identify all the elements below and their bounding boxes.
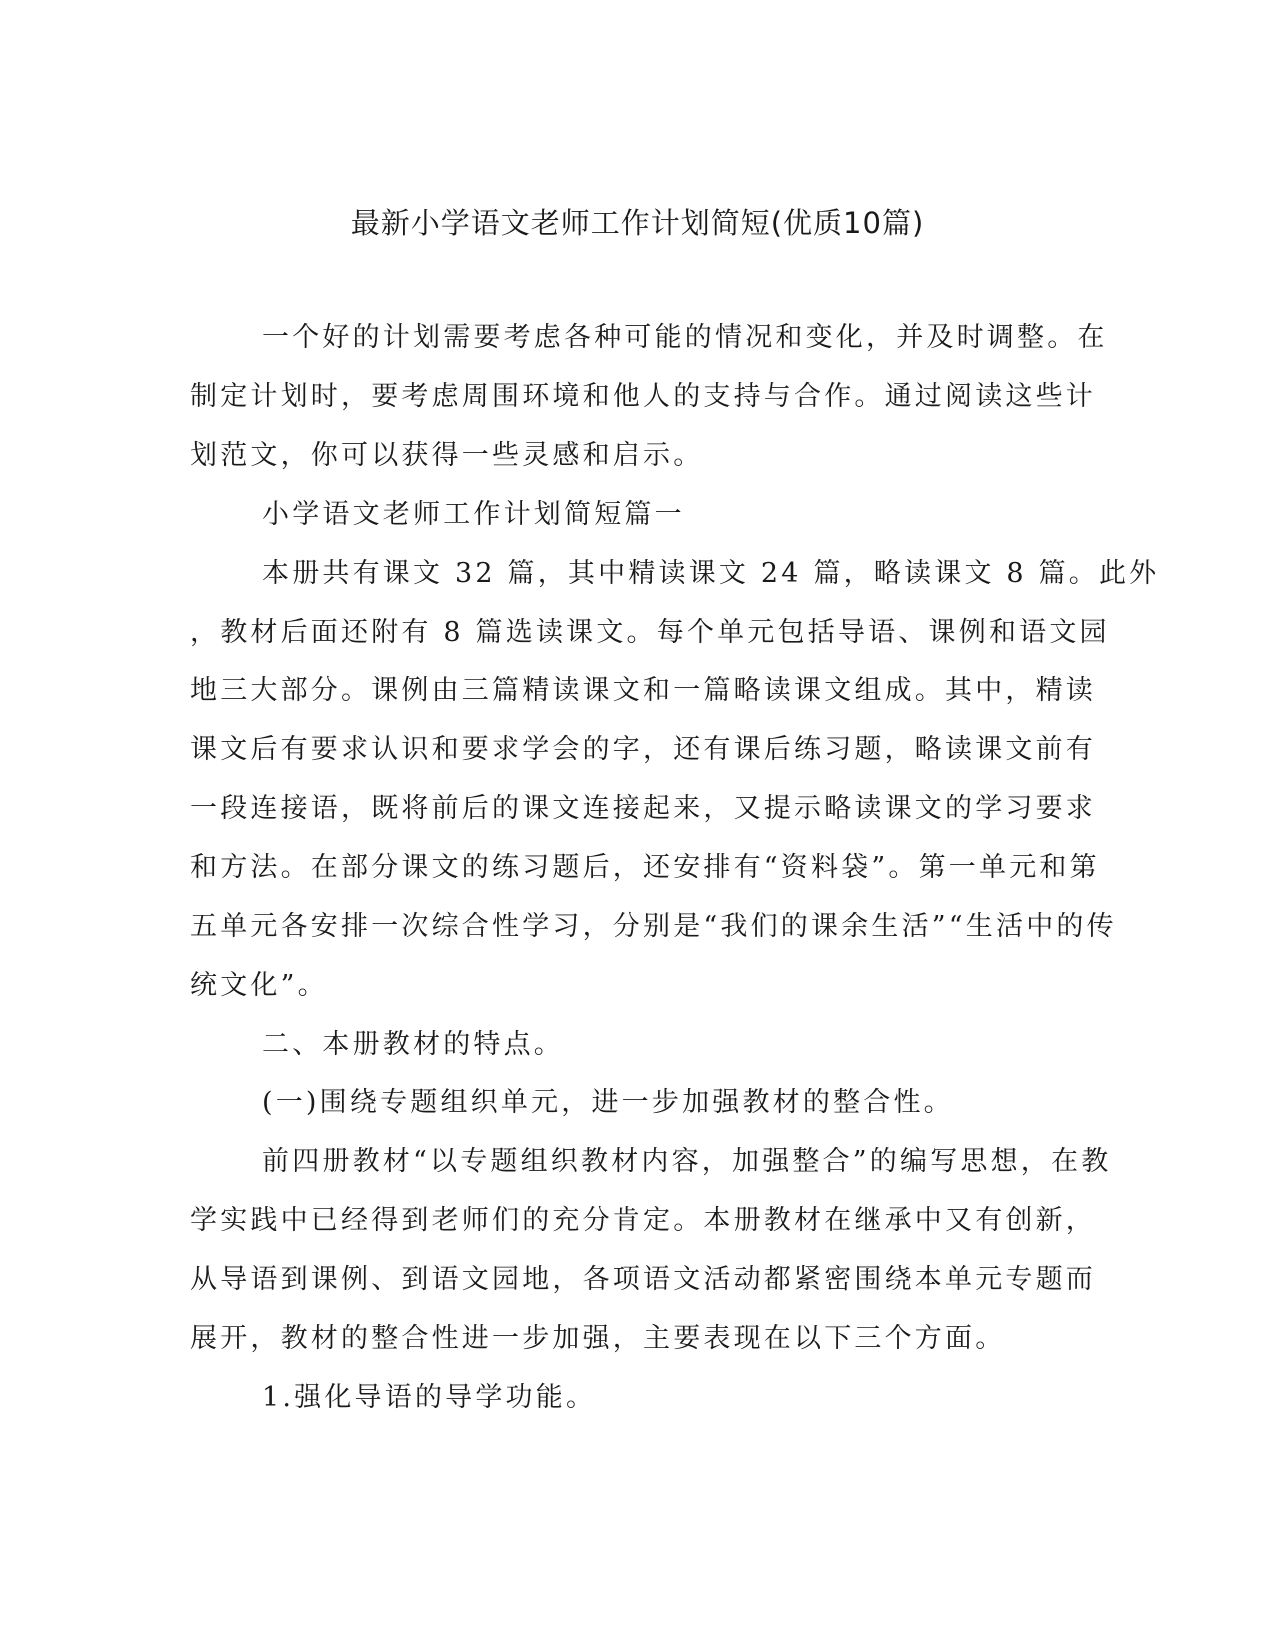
paragraph-line: 本册共有课文 32 篇，其中精读课文 24 篇，略读课文 8 篇。此外 <box>262 558 1160 589</box>
subsection-heading: (一)围绕专题组织单元，进一步加强教材的整合性。 <box>262 1087 954 1118</box>
section-heading: 小学语文老师工作计划简短篇一 <box>262 499 685 530</box>
paragraph-line: 统文化”。 <box>190 970 328 1001</box>
paragraph-line: 前四册教材“以专题组织教材内容，加强整合”的编写思想，在教 <box>262 1146 1112 1177</box>
section-heading: 二、本册教材的特点。 <box>262 1029 564 1060</box>
paragraph-line: 从导语到课例、到语文园地，各项语文活动都紧密围绕本单元专题而 <box>190 1264 1096 1295</box>
paragraph-line: 学实践中已经得到老师们的充分肯定。本册教材在继承中又有创新， <box>190 1205 1096 1236</box>
paragraph-line: 和方法。在部分课文的练习题后，还安排有“资料袋”。第一单元和第 <box>190 852 1100 883</box>
paragraph-line: 一段连接语，既将前后的课文连接起来，又提示略读课文的学习要求 <box>190 793 1096 824</box>
subsection-heading: 1.强化导语的导学功能。 <box>262 1382 597 1413</box>
paragraph-line: 地三大部分。课例由三篇精读课文和一篇略读课文组成。其中，精读 <box>190 675 1096 706</box>
paragraph-line: 一个好的计划需要考虑各种可能的情况和变化，并及时调整。在 <box>262 322 1108 353</box>
paragraph-line: ，教材后面还附有 8 篇选读课文。每个单元包括导语、课例和语文园 <box>190 617 1110 648</box>
paragraph-line: 展开，教材的整合性进一步加强，主要表现在以下三个方面。 <box>190 1323 1006 1354</box>
paragraph-line: 划范文，你可以获得一些灵感和启示。 <box>190 440 704 471</box>
paragraph-line: 制定计划时，要考虑周围环境和他人的支持与合作。通过阅读这些计 <box>190 381 1096 412</box>
paragraph-line: 课文后有要求认识和要求学会的字，还有课后练习题，略读课文前有 <box>190 734 1096 765</box>
paragraph-line: 五单元各安排一次综合性学习，分别是“我们的课余生活”“生活中的传 <box>190 911 1117 942</box>
document-title: 最新小学语文老师工作计划简短(优质10篇) <box>350 206 925 240</box>
